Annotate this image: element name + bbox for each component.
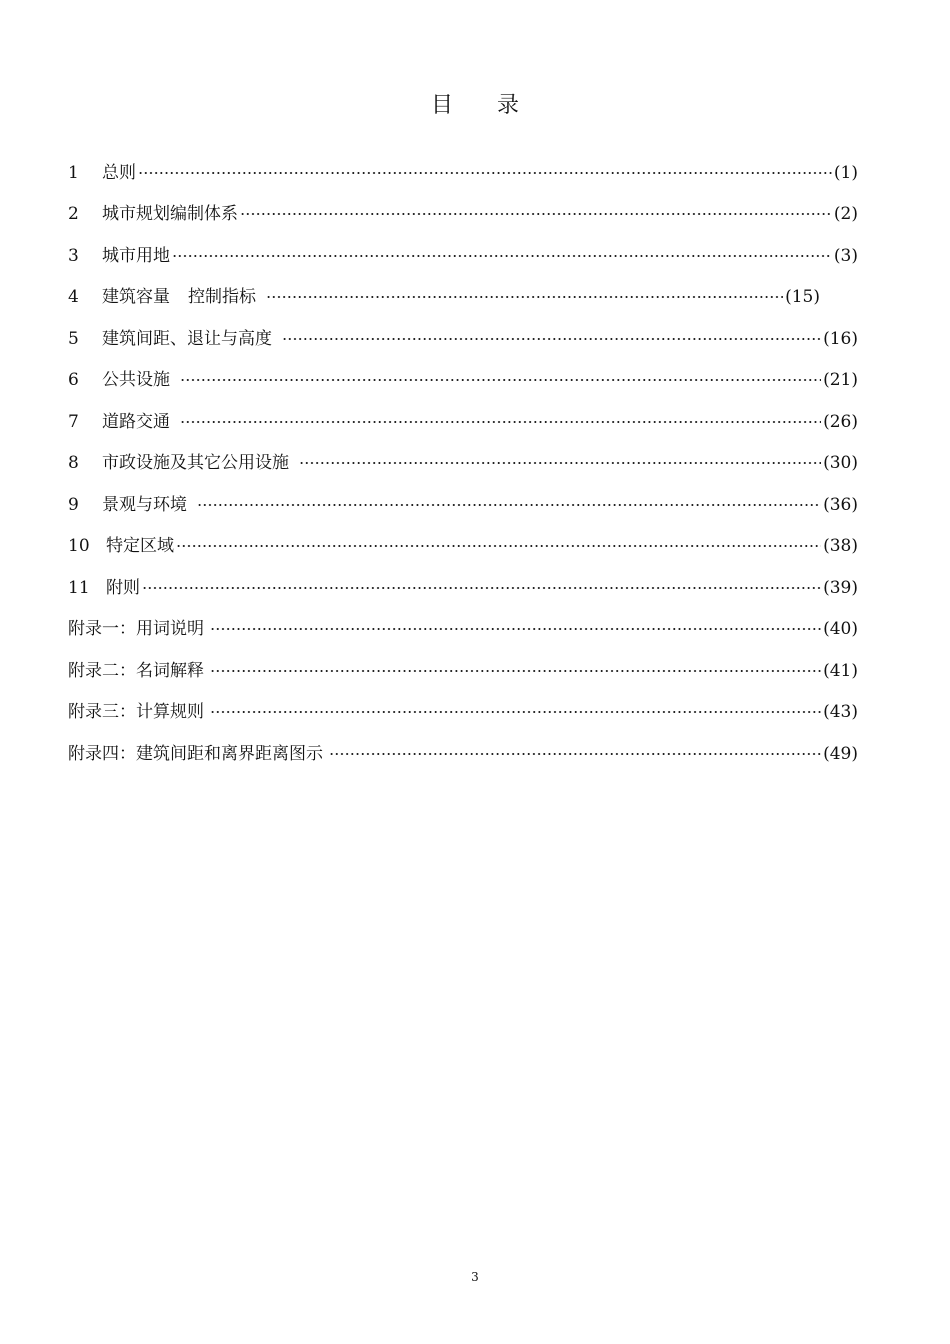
- toc-entry-label: 城市用地: [102, 245, 170, 266]
- toc-dot-leader: [282, 338, 821, 340]
- toc-dot-leader: [180, 421, 821, 423]
- page-number: 3: [471, 1270, 479, 1284]
- toc-dot-leader: [240, 213, 832, 215]
- toc-entry-label: 景观与环境: [102, 494, 187, 515]
- toc-entry-page: (2): [833, 204, 858, 225]
- toc-entry-5[interactable]: [68, 318, 858, 360]
- toc-entry-10[interactable]: [68, 526, 858, 568]
- toc-entry-page: (21): [823, 370, 858, 391]
- toc-entry-1[interactable]: [68, 152, 858, 194]
- toc-entry-label: 道路交通: [102, 411, 170, 432]
- toc-entry-label: 总则: [102, 162, 136, 183]
- toc-entry-page: (15): [785, 287, 820, 308]
- toc-entry-page: (41): [823, 660, 858, 681]
- toc-entry-9[interactable]: [68, 484, 858, 526]
- toc-entry-label: 建筑间距、退让与高度: [102, 328, 272, 349]
- toc-entry-label: 用词说明: [136, 619, 204, 640]
- toc-entry-page: (1): [833, 162, 858, 183]
- toc-entry-label: 城市规划编制体系: [102, 204, 238, 225]
- toc-entry-number: 11: [68, 577, 90, 598]
- toc-dot-leader: [142, 587, 821, 589]
- toc-entry-page: (39): [823, 577, 858, 598]
- toc-entry-label: 公共设施: [102, 370, 170, 391]
- toc-entry-page: (36): [823, 494, 858, 515]
- toc-dot-leader: [176, 545, 821, 547]
- toc-entry-number: 附录三：: [68, 702, 136, 723]
- toc-entry-label: 附则: [106, 577, 140, 598]
- toc-dot-leader: [210, 628, 821, 630]
- toc-entry-number: 9: [68, 494, 79, 515]
- toc-entry-2[interactable]: [68, 194, 858, 236]
- toc-entry-number: 10: [68, 536, 90, 557]
- toc-entry-number: 2: [68, 204, 79, 225]
- toc-title: 目录: [430, 93, 563, 118]
- toc-entry-label: 特定区域: [106, 536, 174, 557]
- table-of-contents: [68, 152, 858, 775]
- toc-entry-page: (40): [823, 619, 858, 640]
- toc-entry-page: (26): [823, 411, 858, 432]
- toc-entry-number: 附录一：: [68, 619, 136, 640]
- toc-entry-page: (38): [823, 536, 858, 557]
- toc-entry-page: (43): [823, 702, 858, 723]
- toc-entry-appendix-1[interactable]: [68, 609, 858, 651]
- toc-dot-leader: [299, 462, 821, 464]
- toc-entry-number: 附录二：: [68, 660, 136, 681]
- toc-dot-leader: [266, 296, 783, 298]
- toc-entry-number: 5: [68, 328, 79, 349]
- toc-entry-7[interactable]: [68, 401, 858, 443]
- toc-dot-leader: [210, 711, 821, 713]
- toc-entry-number: 6: [68, 370, 79, 391]
- toc-dot-leader: [180, 379, 821, 381]
- toc-entry-label-part: 建筑容量: [102, 287, 170, 308]
- toc-entry-label: 计算规则: [136, 702, 204, 723]
- toc-entry-page: (3): [833, 245, 858, 266]
- toc-entry-label-part: 控制指标: [188, 287, 256, 308]
- toc-entry-appendix-4[interactable]: [68, 733, 858, 775]
- toc-entry-3[interactable]: [68, 235, 858, 277]
- toc-entry-number: 7: [68, 411, 79, 432]
- toc-entry-8[interactable]: [68, 443, 858, 485]
- toc-entry-page: (16): [823, 328, 858, 349]
- toc-entry-number: 1: [68, 162, 79, 183]
- toc-dot-leader: [197, 504, 821, 506]
- toc-dot-leader: [329, 753, 821, 755]
- toc-dot-leader: [210, 670, 821, 672]
- toc-entry-number: 8: [68, 453, 79, 474]
- toc-entry-11[interactable]: [68, 567, 858, 609]
- toc-entry-label: 市政设施及其它公用设施: [102, 453, 289, 474]
- toc-entry-label: [102, 285, 256, 309]
- toc-entry-label: 名词解释: [136, 660, 204, 681]
- toc-entry-label: 建筑间距和离界距离图示: [136, 743, 323, 764]
- toc-dot-leader: [138, 172, 832, 174]
- toc-entry-appendix-2[interactable]: [68, 650, 858, 692]
- toc-dot-leader: [172, 255, 832, 257]
- toc-entry-page: (49): [823, 743, 858, 764]
- toc-entry-number: 4: [68, 287, 79, 308]
- toc-entry-page: (30): [823, 453, 858, 474]
- toc-entry-appendix-3[interactable]: [68, 692, 858, 734]
- toc-entry-6[interactable]: [68, 360, 858, 402]
- toc-entry-number: 附录四：: [68, 743, 136, 764]
- toc-entry-number: 3: [68, 245, 79, 266]
- toc-entry-4[interactable]: [68, 277, 820, 319]
